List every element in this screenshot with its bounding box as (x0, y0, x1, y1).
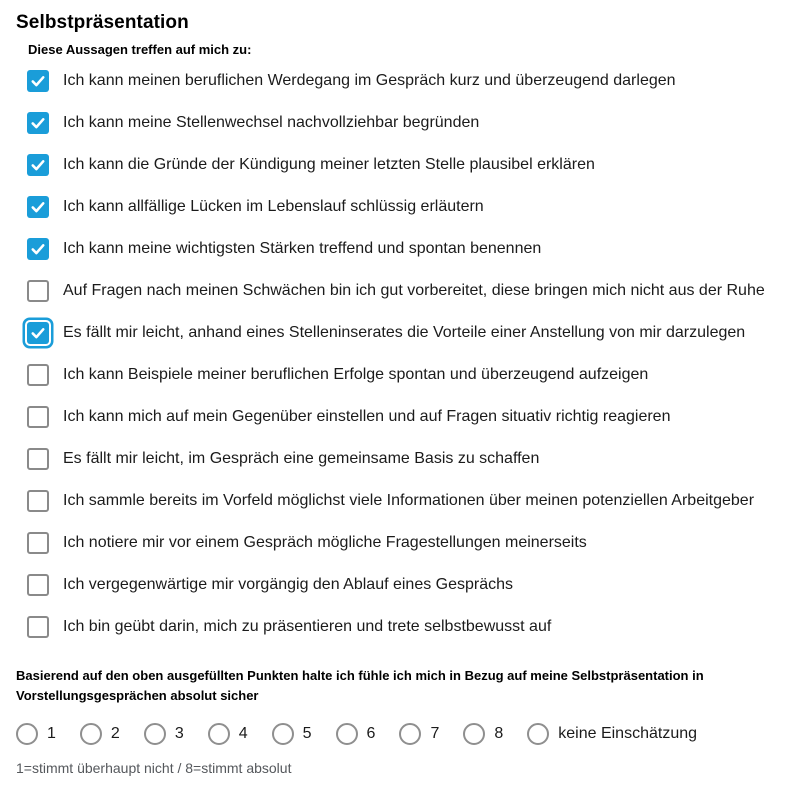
check-icon (29, 72, 47, 90)
radio-button[interactable] (272, 723, 294, 745)
checkbox[interactable] (27, 364, 49, 386)
checkbox-label[interactable]: Auf Fragen nach meinen Schwächen bin ich gut vorbereitet, diese bringen mich nicht aus der Ruhe (63, 282, 765, 299)
checkbox[interactable] (27, 532, 49, 554)
radio-label: 6 (366, 725, 376, 743)
statement-row (27, 615, 773, 639)
checkbox-label[interactable]: Ich kann meinen beruflichen Werdegang im Gespräch kurz und überzeugend darlegen (63, 72, 676, 89)
checkbox[interactable] (27, 238, 49, 260)
rating-scale (16, 723, 773, 745)
checkbox-label[interactable]: Ich kann Beispiele meiner beruflichen Erfolge spontan und überzeugend aufzeigen (63, 366, 649, 383)
checkbox-label[interactable]: Ich kann meine wichtigsten Stärken treffend und spontan benennen (63, 240, 542, 257)
radio-label: 8 (494, 725, 504, 743)
check-icon (29, 240, 47, 258)
radio-label: 1 (47, 725, 56, 743)
statement-row (27, 111, 773, 135)
radio-button[interactable] (144, 723, 166, 745)
radio-button[interactable] (399, 723, 421, 745)
radio-label: 5 (302, 725, 312, 743)
radio-button[interactable] (208, 723, 230, 745)
statement-row (27, 447, 773, 471)
checkbox-label[interactable]: Ich kann allfällige Lücken im Lebenslauf schlüssig erläutern (63, 198, 484, 215)
page-title: Selbstpräsentation (16, 12, 189, 33)
check-icon (29, 114, 47, 132)
radio-button[interactable] (336, 723, 358, 745)
statement-row (27, 279, 773, 303)
checkbox[interactable] (27, 448, 49, 470)
statement-row (27, 321, 773, 345)
rating-option[interactable] (16, 723, 56, 745)
check-icon (29, 156, 47, 174)
rating-option[interactable] (527, 723, 697, 745)
radio-label: 2 (110, 725, 120, 743)
statement-row (27, 489, 773, 513)
check-icon (29, 324, 47, 342)
checkbox-label[interactable]: Es fällt mir leicht, anhand eines Stelleninserates die Vorteile einer Anstellung von mir darzulegen (63, 324, 746, 341)
checkbox-label[interactable]: Ich kann mich auf mein Gegenüber einstellen und auf Fragen situativ richtig reagieren (63, 408, 671, 425)
checkbox[interactable] (27, 490, 49, 512)
checkbox[interactable] (27, 406, 49, 428)
checkbox[interactable] (27, 196, 49, 218)
statement-row (27, 237, 773, 261)
radio-label: keine Einschätzung (558, 725, 698, 743)
checkbox-label[interactable]: Ich bin geübt darin, mich zu präsentieren und trete selbstbewusst auf (63, 618, 552, 635)
checkbox[interactable] (27, 70, 49, 92)
rating-option[interactable] (336, 723, 376, 745)
rating-option[interactable] (399, 723, 439, 745)
checkbox-label[interactable]: Es fällt mir leicht, im Gespräch eine gemeinsame Basis zu schaffen (63, 450, 540, 467)
statement-row (27, 153, 773, 177)
statement-row (27, 573, 773, 597)
section-instruction: Diese Aussagen treffen auf mich zu: (28, 42, 252, 57)
statement-checkbox-list (27, 69, 773, 639)
rating-option[interactable] (208, 723, 248, 745)
checkbox-label[interactable]: Ich notiere mir vor einem Gespräch mögliche Fragestellungen meinerseits (63, 534, 587, 551)
rating-option[interactable] (272, 723, 312, 745)
statement-row (27, 531, 773, 555)
checkbox-label[interactable]: Ich kann meine Stellenwechsel nachvollziehbar begründen (63, 114, 480, 131)
rating-option[interactable] (144, 723, 184, 745)
checkbox-label[interactable]: Ich sammle bereits im Vorfeld möglichst viele Informationen über meinen potenziellen Arbeitgeber (63, 492, 755, 509)
rating-option[interactable] (80, 723, 120, 745)
statement-row (27, 363, 773, 387)
check-icon (29, 198, 47, 216)
checkbox[interactable] (27, 112, 49, 134)
checkbox-label[interactable]: Ich kann die Gründe der Kündigung meiner letzten Stelle plausibel erklären (63, 156, 595, 173)
checkbox[interactable] (27, 280, 49, 302)
radio-label: 7 (430, 725, 440, 743)
scale-question: Basierend auf den oben ausgefüllten Punkten halte ich fühle ich mich in Bezug auf meine Selbstpräsentation in Vorstellungsgesprächen absolut sicher (16, 668, 704, 704)
checkbox[interactable] (27, 322, 49, 344)
radio-button[interactable] (16, 723, 38, 745)
checkbox[interactable] (27, 574, 49, 596)
statement-row (27, 405, 773, 429)
radio-label: 3 (174, 725, 184, 743)
radio-button[interactable] (527, 723, 549, 745)
radio-label: 4 (238, 725, 248, 743)
radio-button[interactable] (80, 723, 102, 745)
checkbox-label[interactable]: Ich vergegenwärtige mir vorgängig den Ablauf eines Gesprächs (63, 576, 514, 593)
rating-option[interactable] (463, 723, 503, 745)
radio-button[interactable] (463, 723, 485, 745)
statement-row (27, 195, 773, 219)
statement-row (27, 69, 773, 93)
checkbox[interactable] (27, 616, 49, 638)
checkbox[interactable] (27, 154, 49, 176)
scale-hint: 1=stimmt überhaupt nicht / 8=stimmt absolut (16, 760, 292, 777)
